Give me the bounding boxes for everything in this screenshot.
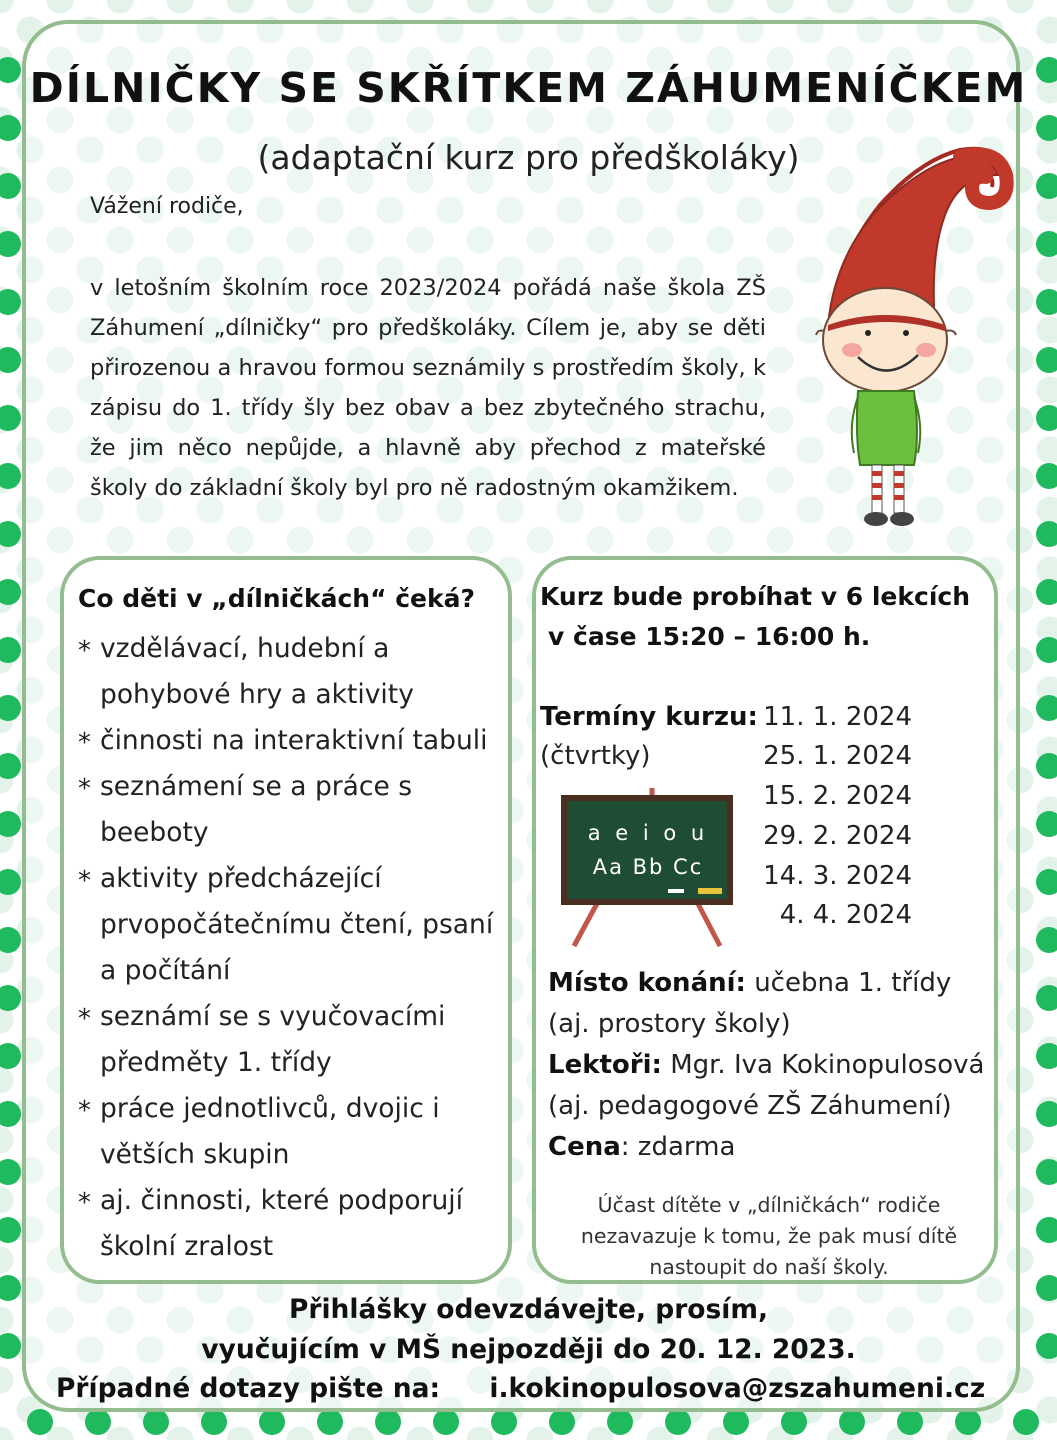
dates-label: Termíny kurzu: (540, 702, 758, 732)
footer-line1: Přihlášky odevzdávejte, prosím, (288, 1294, 769, 1325)
decorative-dot (665, 1409, 691, 1435)
decorative-dot (897, 1409, 923, 1435)
blackboard-row1: a e i o u (587, 821, 709, 845)
decorative-dot (1036, 1043, 1057, 1069)
decorative-dot (201, 1409, 227, 1435)
decorative-dot (0, 405, 21, 431)
footer-line2: vyučujícím v MŠ nejpozději do 20. 12. 2023. (201, 1334, 856, 1365)
activities-heading: Co děti v „dílničkách“ čeká? (78, 584, 475, 613)
decorative-dot (1036, 695, 1057, 721)
decorative-dot (0, 579, 21, 605)
decorative-dot (1013, 1409, 1039, 1435)
decorative-dot (1036, 753, 1057, 779)
place-line (548, 968, 951, 998)
decorative-dot (0, 637, 21, 663)
decorative-dot (0, 289, 21, 315)
decorative-dot (0, 695, 21, 721)
course-date: 4. 4. 2024 (779, 900, 912, 930)
course-date: 15. 2. 2024 (763, 781, 912, 811)
lecturers-note: (aj. pedagogové ZŠ Záhumení) (548, 1091, 952, 1121)
place-note: (aj. prostory školy) (548, 1009, 791, 1039)
list-item: * vzdělávací, hudební a pohybové hry a aktivity (78, 626, 498, 718)
decorative-dot (1036, 289, 1057, 315)
decorative-dot (143, 1409, 169, 1435)
decorative-dot (259, 1409, 285, 1435)
decorative-dot (839, 1409, 865, 1435)
list-item: * aktivity předcházející prvopočátečnímu čtení, psaní a počítání (78, 856, 498, 994)
decorative-dot (0, 231, 21, 257)
course-heading-line2: v čase 15:20 – 16:00 h. (548, 622, 871, 651)
page-subtitle: (adaptační kurz pro předškoláky) (257, 138, 800, 177)
decorative-dot (1036, 869, 1057, 895)
course-date: 29. 2. 2024 (763, 821, 912, 851)
gnome-illustration (810, 135, 1020, 530)
lecturers-label: Lektoři: (548, 1050, 662, 1080)
decorative-dot (1036, 927, 1057, 953)
decorative-dot (317, 1409, 343, 1435)
course-date: 25. 1. 2024 (763, 741, 912, 771)
decorative-dot (1036, 1217, 1057, 1243)
decorative-dot (1036, 347, 1057, 373)
page-title: DÍLNIČKY SE SKŘÍTKEM ZÁHUMENÍČKEM (29, 64, 1028, 112)
decorative-dot (1036, 521, 1057, 547)
course-date: 11. 1. 2024 (763, 702, 912, 732)
decorative-dot (955, 1409, 981, 1435)
decorative-dot (0, 927, 21, 953)
decorative-dot (0, 463, 21, 489)
list-item: * práce jednotlivců, dvojic i větších skupin (78, 1086, 498, 1178)
place-label: Místo konání: (548, 968, 746, 998)
decorative-dot (1036, 1159, 1057, 1185)
decorative-dot (0, 869, 21, 895)
decorative-dot (0, 1217, 21, 1243)
decorative-dot (1036, 811, 1057, 837)
decorative-dot (1036, 463, 1057, 489)
list-item: * seznámí se s vyučovacími předměty 1. třídy (78, 994, 498, 1086)
decorative-dot (0, 753, 21, 779)
decorative-dot (0, 811, 21, 837)
decorative-dot (723, 1409, 749, 1435)
activities-list (78, 626, 498, 1270)
blackboard-illustration (560, 788, 740, 953)
lecturers-line (548, 1050, 984, 1080)
decorative-dot (491, 1409, 517, 1435)
price-line (548, 1132, 735, 1162)
decorative-dot (433, 1409, 459, 1435)
price-value: : zdarma (620, 1132, 736, 1162)
participation-note: Účast dítěte v „dílničkách“ rodiče nezavazuje k tomu, že pak musí dítě nastoupit do naší školy. (580, 1193, 958, 1279)
decorative-dot (0, 1159, 21, 1185)
decorative-dot (27, 1409, 53, 1435)
decorative-dot (1036, 637, 1057, 663)
list-item: * činnosti na interaktivní tabuli (78, 718, 498, 764)
decorative-dot (1036, 579, 1057, 605)
decorative-dot (781, 1409, 807, 1435)
intro-paragraph: v letošním školním roce 2023/2024 pořádá naše škola ZŠ Záhumení „dílničky“ pro předškoláky. Cílem je, aby se děti přirozenou a hravou formou seznámily s prostředím školy, k zápisu do 1. třídy šly bez obav a bez zbytečného strachu, že jim něco nepůjde, a hlavně aby přechod z mateřské školy do základní školy byl pro ně radostným okamžikem. (90, 275, 766, 501)
decorative-dot (607, 1409, 633, 1435)
decorative-dot (375, 1409, 401, 1435)
decorative-dot (0, 521, 21, 547)
decorative-dot (0, 1043, 21, 1069)
course-heading-line1: Kurz bude probíhat v 6 lekcích (540, 582, 971, 611)
course-date: 14. 3. 2024 (763, 861, 912, 891)
blackboard-row2: Aa Bb Cc (592, 855, 704, 879)
decorative-dot (85, 1409, 111, 1435)
activities-box (60, 556, 512, 1284)
footer-contact (56, 1373, 1016, 1404)
contact-label: Případné dotazy pište na: (56, 1373, 441, 1404)
decorative-dot (0, 985, 21, 1011)
price-label: Cena (548, 1132, 621, 1162)
decorative-dot (0, 347, 21, 373)
list-item: * aj. činnosti, které podporují školní zralost (78, 1178, 498, 1270)
dates-sublabel: (čtvrtky) (540, 741, 651, 771)
list-item: * seznámení se a práce s beeboty (78, 764, 498, 856)
decorative-dot (549, 1409, 575, 1435)
greeting: Vážení rodiče, (90, 194, 244, 219)
decorative-dot (1036, 985, 1057, 1011)
place-value: učebna 1. třídy (754, 968, 952, 998)
lecturers-value: Mgr. Iva Kokinopulosová (670, 1050, 985, 1080)
decorative-dot (1036, 231, 1057, 257)
decorative-dot (0, 1101, 21, 1127)
contact-email[interactable]: i.kokinopulosova@zszahumeni.cz (489, 1373, 986, 1404)
decorative-dot (1036, 1101, 1057, 1127)
decorative-dot (1036, 405, 1057, 431)
